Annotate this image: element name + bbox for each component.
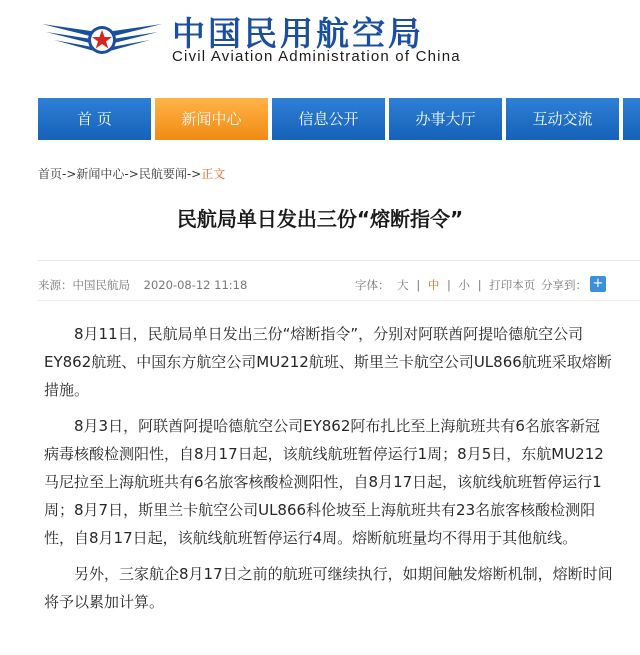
article-body: [44, 320, 614, 624]
breadcrumb-separator: ->: [62, 167, 77, 181]
article-paragraph: 8月11日，民航局单日发出三份“熔断指令”，分别对阿联酋阿提哈德航空公司EY862航班、中国东方航空公司MU212航班、斯里兰卡航空公司UL866航班采取熔断措施。: [44, 325, 612, 399]
article-meta: [38, 277, 247, 293]
nav-news-center[interactable]: 新闻中心: [155, 98, 268, 140]
article-date: 2020-08-12 11:18: [143, 278, 248, 292]
share-plus-icon[interactable]: +: [590, 276, 606, 292]
share-label: 分享到：: [541, 278, 587, 292]
nav-service-hall[interactable]: 办事大厅: [389, 98, 502, 140]
caac-logo-icon[interactable]: [40, 10, 164, 66]
site-header: [0, 0, 640, 92]
breadcrumb-news-center[interactable]: 新闻中心: [76, 167, 125, 181]
divider: [38, 260, 640, 261]
print-page-link[interactable]: 打印本页: [489, 278, 536, 292]
breadcrumb: [38, 165, 225, 182]
font-size-medium[interactable]: 中: [427, 278, 440, 292]
nav-interaction[interactable]: 互动交流: [506, 98, 619, 140]
article-title: 民航局单日发出三份“熔断指令”: [176, 207, 464, 231]
font-size-label: 字体：: [355, 278, 390, 292]
breadcrumb-current: 正文: [201, 167, 226, 181]
main-nav: [38, 98, 640, 140]
breadcrumb-separator: ->: [124, 167, 139, 181]
divider: [38, 300, 640, 301]
article-paragraph: 8月3日，阿联酋阿提哈德航空公司EY862阿布扎比至上海航班共有6名旅客新冠病毒核酸检测阳性，自8月17日起，该航线航班暂停运行1周；8月5日，东航MU212马尼拉至上海航班共有6名旅客核酸检测阳性，自8月17日起，该航线航班暂停运行1周；8月7日，斯里兰卡航空公司UL866科伦坡至上海航班共有23名旅客核酸检测阳性，自8月17日起，该航线航班暂停运行4周。熔断航班量均不得用于其他航线。: [44, 417, 604, 547]
nav-more-item[interactable]: [623, 98, 640, 140]
site-title-en: Civil Aviation Administration of China: [172, 48, 461, 65]
site-title-cn: 中国民用航空局: [172, 14, 424, 53]
breadcrumb-separator: ->: [186, 167, 202, 181]
font-size-controls: 字体： 大 | 中 | 小 | 打印本页: [355, 278, 536, 292]
breadcrumb-caac-news[interactable]: 民航要闻: [138, 167, 187, 181]
font-size-small[interactable]: 小: [458, 278, 471, 292]
font-size-large[interactable]: 大: [397, 278, 409, 292]
nav-info-disclosure[interactable]: 信息公开: [272, 98, 385, 140]
nav-home[interactable]: 首 页: [38, 98, 151, 140]
article-paragraph: 另外，三家航企8月17日之前的航班可继续执行，如期间触发熔断机制，熔断时间将予以累加计算。: [44, 565, 613, 611]
article-source: 来源：中国民航局: [38, 278, 130, 292]
breadcrumb-home[interactable]: 首页: [38, 167, 63, 181]
